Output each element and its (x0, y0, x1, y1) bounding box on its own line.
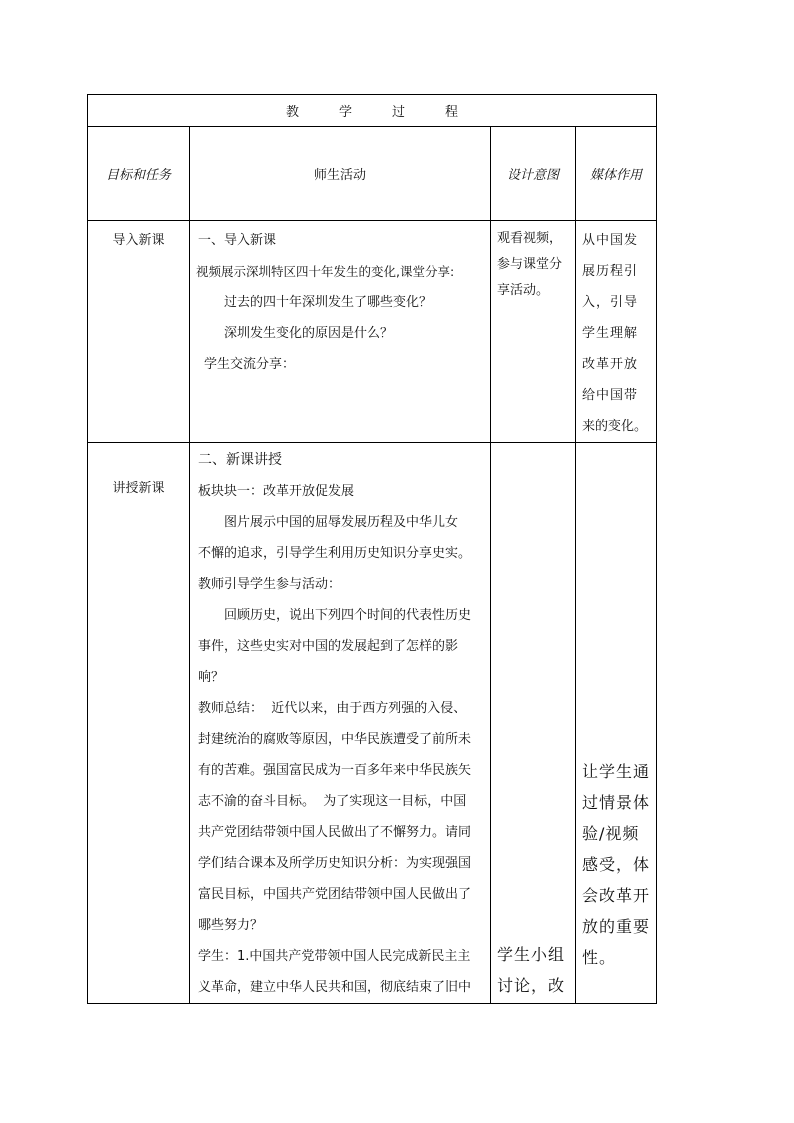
header-activities: 师生活动 (190, 127, 491, 221)
design-line: 观看视频， (497, 231, 563, 246)
title-char: 教 (285, 105, 299, 120)
media-teach (576, 443, 657, 1004)
activity-line: 学生交流分享： (204, 357, 296, 372)
activity-line: 视频展示深圳特区四十年发生的变化,课堂分享: (196, 264, 455, 279)
header-goals: 目标和任务 (88, 127, 190, 221)
activity-line: 志不渝的奋斗目标。 为了实现这一目标，中国 (198, 794, 467, 809)
media-import (576, 221, 657, 443)
activities-teach (190, 443, 491, 1004)
activity-line: 一、导入新课 (198, 233, 277, 248)
design-line: 参与课堂分 (497, 257, 563, 272)
design-text-block (497, 939, 565, 1001)
lesson-process-table (87, 94, 657, 1004)
media-line: 展历程引 (582, 264, 639, 279)
media-line: 过情景体 (582, 793, 651, 812)
media-line: 验/视频 (582, 824, 640, 843)
media-line: 感受，体 (582, 855, 651, 874)
table-row-teach (88, 443, 657, 1004)
media-line: 来的变化。 (582, 419, 648, 434)
section-label-import: 导入新课 (88, 221, 190, 443)
activity-line: 哪些努力？ (198, 918, 264, 933)
activity-line: 二、新课讲授 (198, 452, 282, 468)
activity-line: 板块块一：改革开放促发展 (198, 484, 355, 499)
design-line: 享活动。 (497, 283, 550, 298)
title-char: 过 (392, 105, 406, 120)
media-line: 改革开放 (582, 357, 639, 372)
design-line: 讨论，改 (497, 976, 566, 995)
activity-line: 不懈的追求，引导学生利用历史知识分享史实。 (198, 546, 472, 561)
section-label-teach (88, 443, 190, 1004)
activity-line: 封建统治的腐败等原因，中华民族遭受了前所未 (198, 732, 472, 747)
section-label-text: 讲授新课 (112, 481, 165, 496)
media-line: 给中国带 (582, 388, 639, 403)
media-line: 入，引导 (582, 295, 639, 310)
media-line: 学生理解 (582, 326, 639, 341)
activity-line: 教师总结： 近代以来，由于西方列强的入侵、 (198, 701, 467, 716)
design-line: 学生小组 (497, 945, 566, 964)
title-char: 程 (445, 105, 459, 120)
activity-line: 事件，这些史实对中国的发展起到了怎样的影 (198, 639, 459, 654)
activity-line: 学们结合课本及所学历史知识分析：为实现强国 (198, 856, 472, 871)
media-line: 放的重要 (582, 917, 651, 936)
activity-line: 回顾历史，说出下列四个时间的代表性历史 (224, 608, 472, 623)
activity-line: 共产党团结带领中国人民做出了不懈努力。请同 (198, 825, 472, 840)
activity-line: 深圳发生变化的原因是什么？ (224, 326, 394, 341)
activity-line: 学生：1.中国共产党带领中国人民完成新民主主 (198, 949, 471, 964)
table-row-import (88, 221, 657, 443)
activity-line: 图片展示中国的屈辱发展历程及中华儿女 (224, 515, 459, 530)
header-design: 设计意图 (491, 127, 576, 221)
title-char: 学 (338, 105, 352, 120)
activity-line: 富民目标，中国共产党团结带领中国人民做出了 (198, 887, 472, 902)
design-teach (491, 443, 576, 1004)
media-line: 从中国发 (582, 233, 639, 248)
activity-line: 响？ (198, 670, 225, 685)
media-line: 会改革开 (582, 886, 651, 905)
activity-line: 教师引导学生参与活动： (198, 577, 342, 592)
activity-line: 义革命，建立中华人民共和国，彻底结束了旧中 (198, 980, 472, 995)
activity-line: 有的苦难。强国富民成为一百多年来中华民族矢 (198, 763, 472, 778)
media-line: 让学生通 (582, 762, 651, 781)
table-title (88, 95, 657, 127)
activities-import (190, 221, 491, 443)
design-import (491, 221, 576, 443)
header-media: 媒体作用 (576, 127, 657, 221)
activity-line: 过去的四十年深圳发生了哪些变化？ (224, 295, 433, 310)
media-line: 性。 (582, 948, 617, 967)
media-text-block (576, 756, 656, 973)
